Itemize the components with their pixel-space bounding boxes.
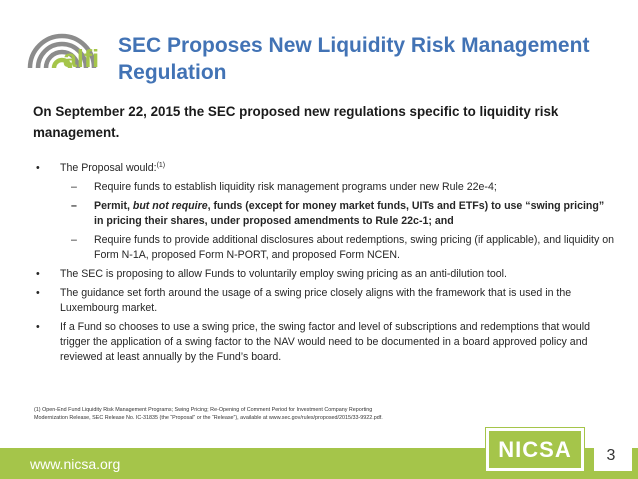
- intro-paragraph: On September 22, 2015 the SEC proposed new regulations specific to liquidity risk management.: [33, 104, 559, 140]
- dash-marker: –: [71, 200, 77, 212]
- bullet-list: [36, 161, 616, 369]
- nicsa-logo: NICSA: [486, 428, 584, 471]
- bullet-marker: •: [36, 162, 40, 174]
- bullet-marker: •: [36, 321, 40, 333]
- bullet-item: [36, 161, 616, 176]
- emphasis-text: but not require: [132, 200, 208, 212]
- bullet-item: [36, 267, 616, 282]
- alfi-logo-text: alfi: [63, 45, 100, 73]
- footnote: (1) Open-End Fund Liquidity Risk Management Programs; Swing Pricing; Re-Opening of Comment Period for Investment Company Reporting Modernization Release, SEC Release No. IC-31835 (the “Proposal” or the “Release”), available at www.sec.gov/rules/proposed/2015/33-9922.pdf.: [34, 407, 383, 421]
- bullet-item: [36, 320, 616, 365]
- bullet-text: The Proposal would:: [60, 162, 157, 174]
- bullet-text: If a Fund so chooses to use a swing price, the swing factor and level of subscriptions and redemptions that would trigger the application of a swing factor to the NAV would need to be documented in a board approved policy and reviewed at least annually by the Fund’s board.: [60, 321, 590, 363]
- bullet-text: The SEC is proposing to allow Funds to voluntarily employ swing pricing as an anti-dilution tool.: [60, 268, 507, 280]
- bullet-item: [36, 286, 616, 316]
- dash-marker: –: [71, 181, 77, 193]
- sub-bullet-item: [36, 199, 616, 229]
- sub-bullet-text: Require funds to provide additional disclosures about redemptions, swing pricing (if applicable), and liquidity on Form N-1A, proposed Form N-PORT, and proposed Form NCEN.: [94, 234, 614, 261]
- sub-bullet-text: Require funds to establish liquidity risk management programs under new Rule 22e-4;: [94, 181, 497, 193]
- sub-bullet-text: Permit,: [94, 200, 133, 212]
- footnote-ref: (1): [156, 162, 166, 169]
- sub-bullet-item: [36, 180, 616, 195]
- footer-url[interactable]: www.nicsa.org: [30, 456, 121, 472]
- bullet-text: The guidance set forth around the usage of a swing price closely aligns with the framework that is used in the Luxembourg market.: [60, 287, 572, 314]
- sub-bullet-text: , funds (except for money market funds, UITs and ETFs) to use “swing pricing” in pricing their shares, under proposed amendments to Rule 22c-1; and: [94, 200, 605, 227]
- slide-title: SEC Proposes New Liquidity Risk Management Regulation: [118, 34, 590, 84]
- sub-bullet-item: [36, 233, 616, 263]
- page-number: 3: [606, 447, 616, 464]
- dash-marker: –: [71, 234, 77, 246]
- bullet-marker: •: [36, 287, 40, 299]
- bullet-marker: •: [36, 268, 40, 280]
